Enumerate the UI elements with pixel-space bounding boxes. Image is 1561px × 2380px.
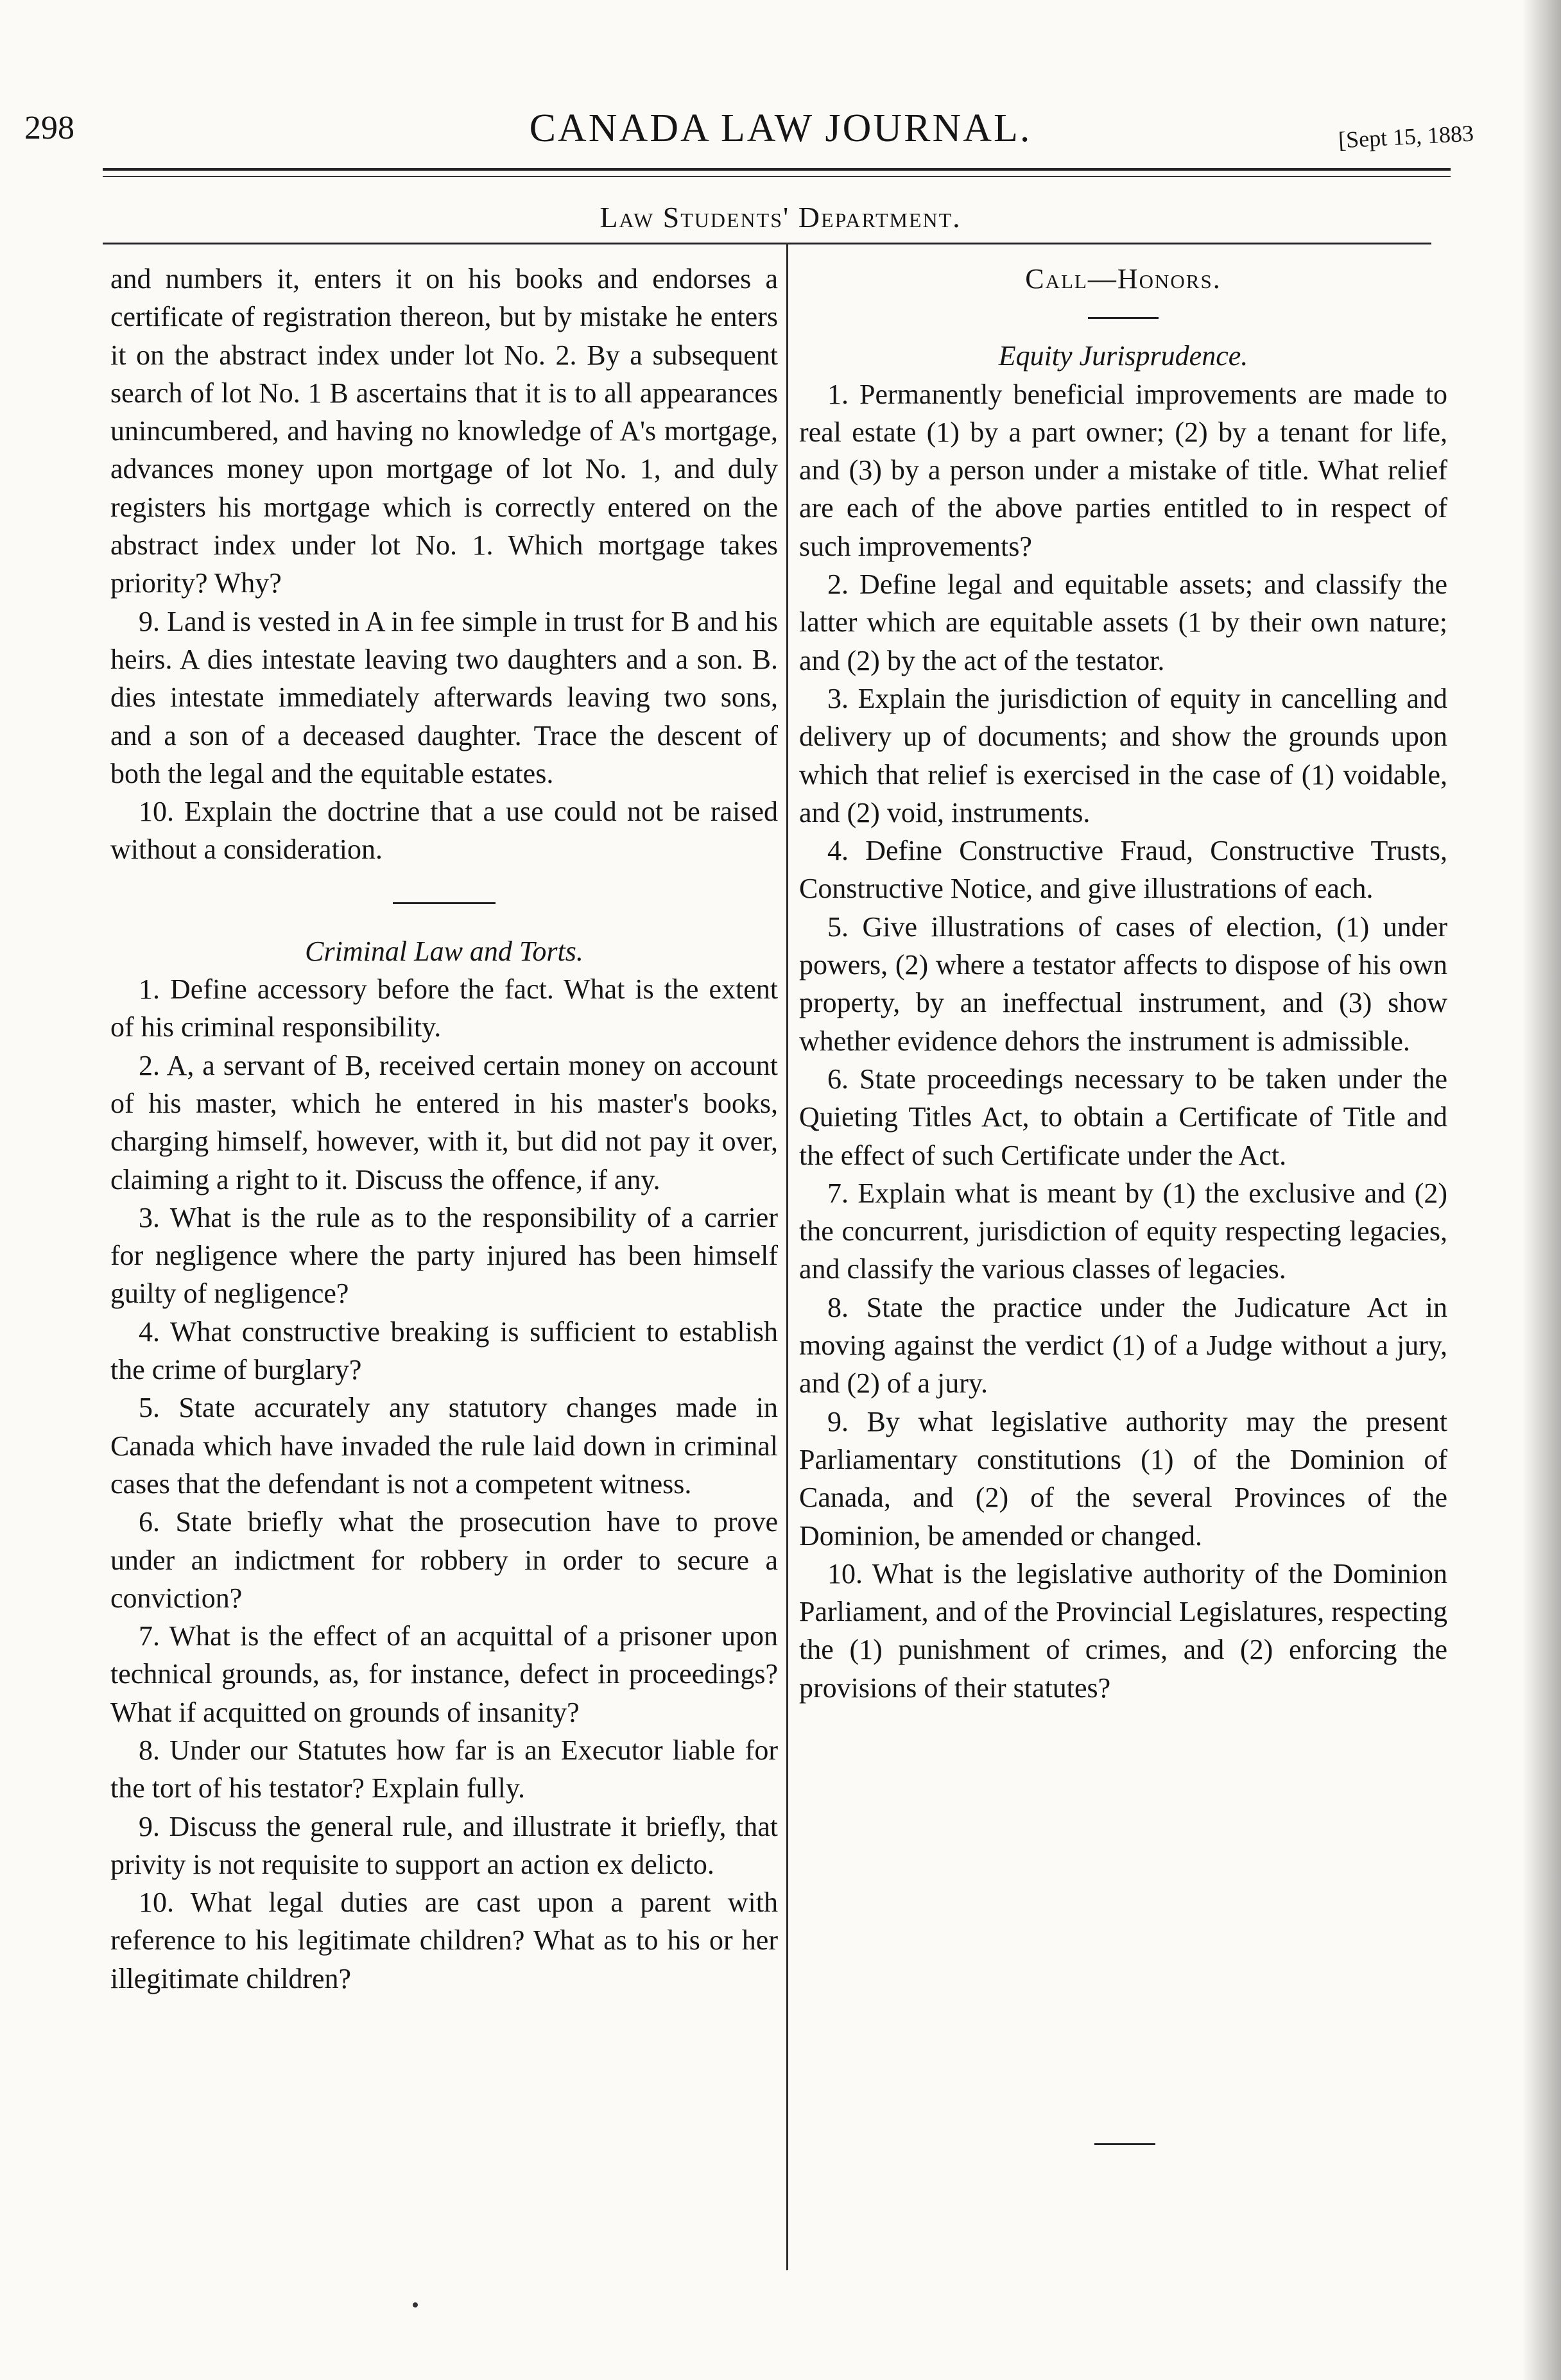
page-edge-shadow [1522, 0, 1561, 2380]
heading-rule [1088, 317, 1159, 319]
left-column [110, 260, 778, 1998]
criminal-law-heading: Criminal Law and Torts. [305, 935, 583, 967]
question-paragraph: 6. State proceedings necessary to be taken under the Quieting Titles Act, to obtain a Certificate of Title and the effect of such Certificate under the Act. [799, 1063, 1447, 1171]
ink-dot [413, 2302, 418, 2307]
header-rule-thin [103, 176, 1451, 177]
question-paragraph: 1. Permanently beneficial improvements are made to real estate (1) by a part owner; (2) by a tenant for life, and (3) by a person under a mistake of title. What relief are each of the above parties entitled to in respect of such improvements? [799, 378, 1447, 562]
equity-heading: Equity Jurisprudence. [998, 340, 1248, 372]
question-paragraph: 2. A, a servant of B, received certain money on account of his master, which he entered in his master's books, charging himself, however, with it, but did not pay it over, claiming a right to it. Discuss the offence, if any. [110, 1049, 778, 1195]
question-paragraph: 3. What is the rule as to the responsibility of a carrier for negligence where the party injured has been himself guilty of negligence? [110, 1201, 778, 1310]
header-rule [103, 168, 1451, 171]
page-number: 298 [24, 110, 74, 146]
question-paragraph: 7. What is the effect of an acquittal of a prisoner upon technical grounds, as, for instance, defect in proceedings? What if acquitted on grounds of insanity? [110, 1620, 778, 1728]
question-paragraph: 5. State accurately any statutory changes made in Canada which have invaded the rule laid down in criminal cases that the defendant is not a competent witness. [110, 1392, 778, 1500]
department-rule [103, 243, 1431, 244]
right-column [799, 260, 1447, 1707]
question-paragraph: 7. Explain what is meant by (1) the exclusive and (2) the concurrent, jurisdiction of equity respecting legacies, and classify the various classes of legacies. [799, 1177, 1447, 1285]
question-paragraph: 9. Discuss the general rule, and illustrate it briefly, that privity is not requisite to support an action ex delicto. [110, 1810, 778, 1880]
question-paragraph: 3. Explain the jurisdiction of equity in cancelling and delivery up of documents; and show the grounds upon which that relief is exercised in the case of (1) voidable, and (2) void, instruments. [799, 682, 1447, 828]
journal-title: CANADA LAW JOURNAL. [529, 107, 1032, 150]
question-paragraph: 5. Give illustrations of cases of election, (1) under powers, (2) where a testator affects to dispose of his own property, by an ineffectual instrument, and (3) show whether evidence dehors the instrument is admissible. [799, 911, 1447, 1057]
question-paragraph: 9. Land is vested in A in fee simple in trust for B and his heirs. A dies intestate leaving two daughters and a son. B. dies intestate immediately afterwards leaving two sons, and a son of a deceased daughter. Trace the descent of both the legal and the equitable estates. [110, 605, 778, 789]
department-heading: Law Students' Department. [599, 201, 962, 234]
continuation-paragraph: and numbers it, enters it on his books and endorses a certificate of registration thereon, but by mistake he enters it on the abstract index under lot No. 2. By a subsequent search of lot No. 1 B ascertains that it is to all appearances unincumbered, and having no knowledge of A's mortgage, advances money upon mortgage of lot No. 1, and duly registers his mortgage which is correctly entered on the abstract index under lot No. 1. Which mortgage takes priority? Why? [110, 263, 778, 599]
question-paragraph: 6. State briefly what the prosecution have to prove under an indictment for robbery in order to secure a conviction? [110, 1506, 778, 1614]
call-honors-heading: Call—Honors. [1025, 263, 1221, 295]
question-paragraph: 4. Define Constructive Fraud, Constructive Trusts, Constructive Notice, and give illustrations of each. [799, 835, 1447, 905]
question-paragraph: 9. By what legislative authority may the present Parliamentary constitutions (1) of the Dominion of Canada, and (2) of the several Provinces of the Dominion, be amended or changed. [799, 1405, 1447, 1552]
column-divider [786, 243, 788, 2270]
section-rule [393, 902, 496, 904]
question-paragraph: 2. Define legal and equitable assets; and classify the latter which are equitable assets (1 by their own nature; and (2) by the act of the testator. [799, 569, 1447, 676]
end-rule [1094, 2143, 1155, 2145]
question-paragraph: 4. What constructive breaking is sufficient to establish the crime of burglary? [110, 1315, 778, 1386]
question-paragraph: 1. Define accessory before the fact. What is the extent of his criminal responsibility. [110, 973, 778, 1043]
question-paragraph: 8. Under our Statutes how far is an Executor liable for the tort of his testator? Explain fully. [110, 1734, 778, 1804]
issue-date: [Sept 15, 1883 [1338, 120, 1474, 153]
question-paragraph: 10. What legal duties are cast upon a parent with reference to his legitimate children? What as to his or her illegitimate children? [110, 1887, 778, 1994]
question-paragraph: 10. What is the legislative authority of the Dominion Parliament, and of the Provincial Legislatures, respecting the (1) punishment of crimes, and (2) enforcing the provisions of their statutes? [799, 1557, 1447, 1704]
question-paragraph: 10. Explain the doctrine that a use could not be raised without a consideration. [110, 796, 778, 866]
question-paragraph: 8. State the practice under the Judicature Act in moving against the verdict (1) of a Judge without a jury, and (2) of a jury. [799, 1291, 1447, 1400]
